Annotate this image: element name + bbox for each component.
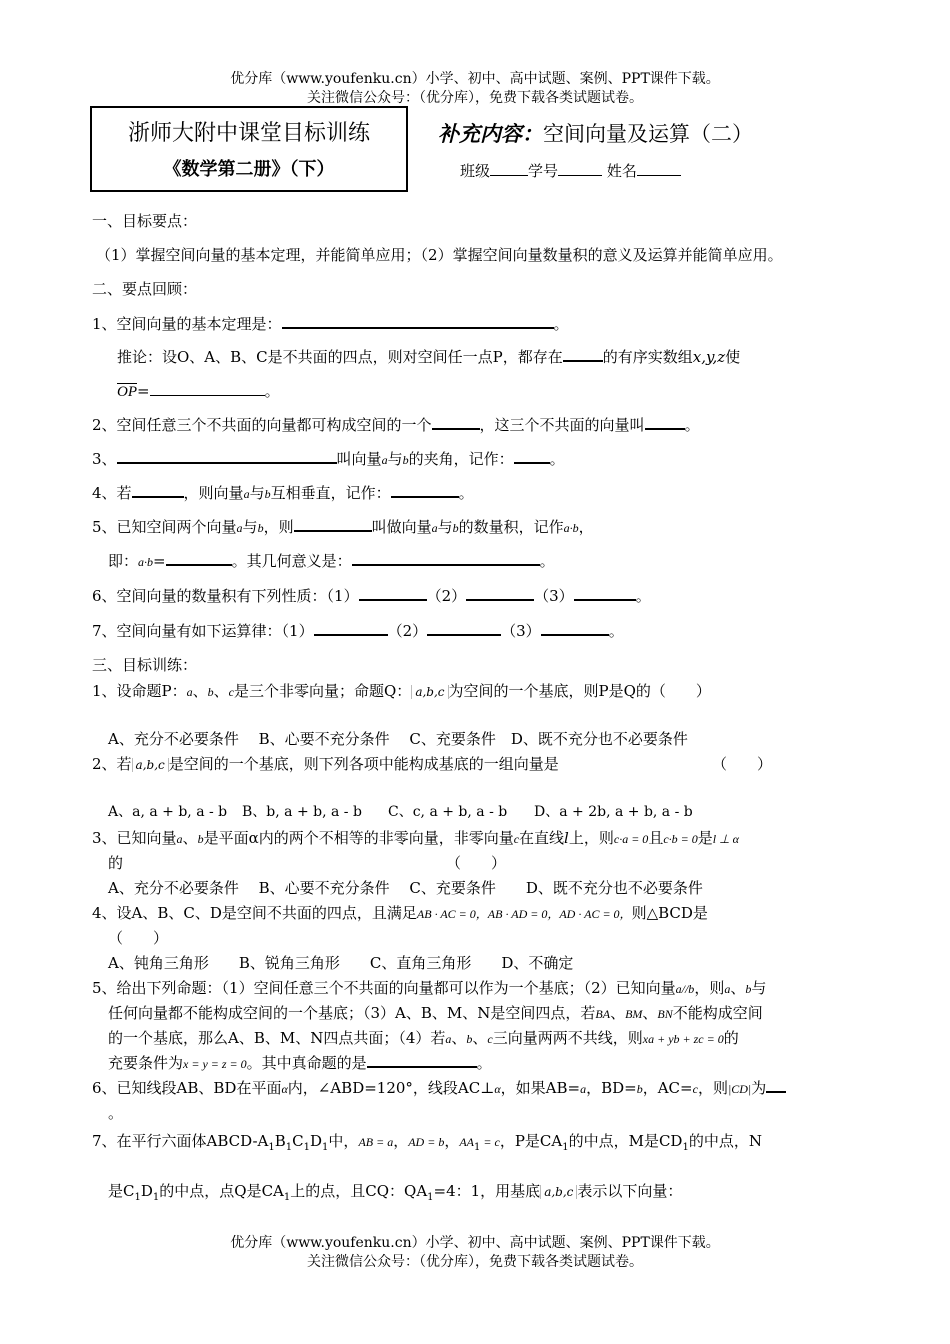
supplement-title — [438, 118, 753, 148]
t7-text-2: 是C — [108, 1182, 135, 1200]
review-q6-blank-1[interactable] — [359, 585, 427, 601]
t2-option-c: C、c, a + b, a - b — [388, 804, 508, 820]
review-q3-text: 叫向量 — [336, 450, 382, 468]
vector-a: a — [724, 982, 731, 996]
t4-paren: （ ） — [108, 929, 169, 947]
review-q1-text: 1、空间向量的基本定理是： — [92, 315, 282, 333]
vector-a: a — [186, 685, 193, 699]
class-label: 班级 — [460, 162, 491, 180]
t6-c: c — [692, 1082, 698, 1096]
t7-d2: D — [140, 1182, 153, 1200]
t6-blank[interactable] — [766, 1077, 786, 1093]
t5-and: 与 — [751, 979, 767, 997]
vector-c: c — [487, 1032, 493, 1046]
review-q3-blank-2[interactable] — [514, 448, 550, 464]
t3-ca: c·a = 0 — [613, 832, 649, 846]
t7-express: 表示以下向量： — [577, 1182, 683, 1200]
review-q5 — [92, 516, 594, 537]
sub-1: 1 — [303, 1142, 311, 1153]
t7-in: 中， — [328, 1132, 359, 1150]
t3-line: 在直线 — [519, 829, 565, 847]
corollary-end: 使 — [725, 348, 741, 366]
t7-d: D — [310, 1132, 323, 1150]
t7-basis: =4：1，用基底 — [433, 1182, 541, 1200]
t3-cb: c·b = 0 — [663, 832, 698, 846]
review-q5-text: 5、已知空间两个向量 — [92, 518, 237, 536]
t3-perp: l ⊥ α — [712, 832, 739, 846]
vector-b: b — [452, 521, 459, 535]
t3-is: 是 — [697, 829, 713, 847]
review-q3-num: 3、 — [92, 450, 117, 468]
section-1-heading: 一、目标要点： — [92, 212, 198, 230]
t7-p: ，P是CA — [499, 1132, 563, 1150]
review-q2 — [92, 414, 700, 435]
t6-ab: ，如果AB= — [500, 1079, 581, 1097]
review-q7-blank-2[interactable] — [427, 620, 501, 636]
t7-ab: AB = a — [358, 1135, 394, 1149]
t1-end: 为空间的一个基底，则P是Q的（ ） — [448, 682, 711, 700]
vector-a: a — [243, 487, 250, 501]
op-end: 。 — [264, 382, 280, 400]
review-q4-blank-1[interactable] — [132, 482, 184, 498]
t5-bm: BM — [625, 1007, 643, 1021]
t5-xyz: x = y = z = 0 — [183, 1057, 247, 1071]
t2-option-d: D、a + 2b, a + b, a - b — [534, 804, 693, 820]
review-q7-3: （3） — [501, 622, 541, 640]
review-q4-if: 4、若 — [92, 484, 132, 502]
t7-ad: AD = b — [408, 1135, 445, 1149]
training-q2 — [92, 753, 559, 774]
t3-text: 3、已知向量 — [92, 829, 177, 847]
corollary-mid: 的有序实数组 — [602, 348, 693, 366]
vector-a: a — [381, 453, 388, 467]
vector-b: b — [466, 1032, 473, 1046]
t7-sep: ， — [393, 1132, 409, 1150]
review-q2-text: 2、空间任意三个不共面的向量都可构成空间的一个 — [92, 416, 432, 434]
t3-sep: 、 — [182, 829, 198, 847]
section-1-content: （1）掌握空间向量的基本定理，并能简单应用；（2）掌握空间向量数量积的意义及运算并能简单应用。 — [96, 246, 783, 264]
class-field[interactable] — [490, 161, 528, 176]
review-q3-and: 与 — [387, 450, 403, 468]
basis-set: a,b,c — [411, 685, 448, 699]
t5-sep2: 、 — [610, 1004, 626, 1022]
sub-1: 1 — [427, 1192, 434, 1203]
t6-bd: ，BD= — [586, 1079, 637, 1097]
review-q7-blank-3[interactable] — [541, 620, 609, 636]
t5-lincomb: xa + yb + zc = 0 — [642, 1032, 724, 1046]
name-field[interactable] — [637, 161, 681, 176]
review-q7-text: 7、空间向量有如下运算律：（1） — [92, 622, 314, 640]
student-info — [460, 160, 681, 181]
vector-a: a — [176, 832, 183, 846]
op-eq: = — [137, 382, 150, 400]
review-q1-corollary — [117, 346, 740, 367]
t3-of: 的 — [108, 854, 124, 872]
t6-end: 。 — [108, 1104, 124, 1122]
training-q7-line2 — [108, 1180, 682, 1203]
review-q6-blank-3[interactable] — [574, 585, 636, 601]
review-q5-called: 叫做向量 — [371, 518, 432, 536]
t2-if: 2、若 — [92, 755, 132, 773]
review-q7 — [92, 620, 624, 641]
t5-sep3: 、 — [642, 1004, 658, 1022]
t7-m: 的中点，M是CD — [568, 1132, 683, 1150]
t7-aa: AA — [459, 1135, 474, 1149]
t7-sep2: ， — [444, 1132, 460, 1150]
t5-blank[interactable] — [367, 1052, 477, 1068]
t5-text-2: 任何向量都不能构成空间的一个基底；（3）A、B、M、N是空间四点，若 — [108, 1004, 596, 1022]
t7-ratio: 上的点，且CQ：QA — [290, 1182, 428, 1200]
sub-1: 1 — [474, 1142, 481, 1153]
op-blank[interactable] — [150, 381, 265, 396]
dot-product: a·b — [563, 521, 579, 535]
review-q5-comma: ， — [578, 518, 594, 536]
sub-1: 1 — [283, 1192, 291, 1203]
op-vector: $\overline{OP}$ — [117, 384, 137, 400]
t1-sep: 、 — [192, 682, 208, 700]
review-q4-text: ，则向量 — [183, 484, 244, 502]
t5-ba: BA — [595, 1007, 611, 1021]
sub-1: 1 — [285, 1142, 293, 1153]
name-label: 姓名 — [606, 162, 637, 180]
t3-paren: （ ） — [446, 854, 507, 872]
section-3-heading: 三、目标训练： — [92, 656, 198, 674]
sub-1: 1 — [322, 1142, 329, 1153]
t3-and: 且 — [648, 829, 664, 847]
training-q4 — [92, 902, 708, 923]
basis-set: a,b,c — [540, 1185, 577, 1199]
review-q4-perp: 互相垂直，记作： — [270, 484, 391, 502]
review-q1-op — [117, 380, 280, 401]
training-q5-line2 — [108, 1002, 763, 1023]
t7-c: C — [292, 1132, 304, 1150]
t1-sep2: 、 — [213, 682, 229, 700]
id-field[interactable] — [558, 161, 602, 176]
vector-a: a — [445, 1032, 452, 1046]
review-q5-eq: = — [153, 552, 166, 570]
t6-text: 6、已知线段AB、BD在平面 — [92, 1079, 282, 1097]
t5-true: 。其中真命题的是 — [246, 1054, 367, 1072]
review-q2-blank-1[interactable] — [432, 414, 480, 430]
t4-options: A、钝角三角形 B、锐角三角形 C、直角三角形 D、不确定 — [108, 954, 574, 972]
review-q3-end: 。 — [549, 450, 565, 468]
review-q7-2: （2） — [387, 622, 428, 640]
t7-c-eq: = c — [480, 1135, 500, 1149]
sub-1: 1 — [134, 1192, 141, 1203]
t5-cond: 充要条件为 — [108, 1054, 184, 1072]
t4-bcd: 则△BCD是 — [631, 904, 708, 922]
vector-b: b — [257, 521, 264, 535]
review-q4-and: 与 — [249, 484, 265, 502]
sub-1: 1 — [268, 1142, 275, 1153]
review-q5-line2 — [108, 550, 555, 571]
training-q7-line1 — [92, 1130, 762, 1153]
t6-angle: 内，∠ABD=120°，线段AC⊥ — [287, 1079, 495, 1097]
t5-noncol: 三向量两两不共线，则 — [492, 1029, 643, 1047]
t3-then: 上，则 — [568, 829, 614, 847]
t7-n: 的中点，N — [688, 1132, 762, 1150]
t4-ab-ad: AB · AD = 0， — [487, 907, 560, 921]
review-q5-and-2: 与 — [437, 518, 453, 536]
vector-a: a — [431, 521, 438, 535]
t4-text: 4、设A、B、C、D是空间不共面的四点，且满足 — [92, 904, 417, 922]
training-q5-line4 — [108, 1052, 492, 1073]
supplement-prefix: 补充内容： — [438, 121, 543, 146]
t2-text: 是空间的一个基底，则下列各项中能构成基底的一组向量是 — [168, 755, 559, 773]
t5-sep4: 、 — [451, 1029, 467, 1047]
footer-line-2: 关注微信公众号：（优分库），免费下载各类试题试卷。 — [307, 1254, 643, 1270]
review-q5-geom: 。其几何意义是： — [231, 552, 352, 570]
review-q1 — [92, 313, 569, 334]
dot-product: a·b — [138, 555, 154, 569]
sub-1: 1 — [152, 1192, 160, 1203]
review-q6 — [92, 585, 651, 606]
title-box-line-1: 浙师大附中课堂目标训练 — [127, 121, 370, 146]
basis-set: a,b,c — [132, 758, 169, 772]
review-q5-blank-1[interactable] — [294, 516, 372, 532]
t5-bn: BN — [657, 1007, 673, 1021]
t7-q: 的中点，点Q是CA — [159, 1182, 284, 1200]
header-line-2: 关注微信公众号：（优分库），免费下载各类试题试卷。 — [307, 90, 643, 106]
review-q7-end: 。 — [608, 622, 624, 640]
sub-1: 1 — [562, 1142, 569, 1153]
review-q6-end: 。 — [635, 587, 651, 605]
footer-line-1: 优分库（www.youfenku.cn）小学、初中、高中试题、案例、PPT课件下载。 — [230, 1235, 720, 1251]
training-q1 — [92, 680, 711, 701]
training-q3: 3、已知向量a、b是平面α内的两个不相等的非零向量，非零向量c在直线l上，则c·a = 0且c·b = 0是l ⊥ α — [92, 829, 739, 847]
review-q5-and: 与 — [242, 518, 258, 536]
t6-ac: ，AC= — [642, 1079, 693, 1097]
t5-end: 。 — [476, 1054, 492, 1072]
sub-1: 1 — [682, 1142, 689, 1153]
vector-b: b — [745, 982, 752, 996]
t6-then: ，则 — [697, 1079, 728, 1097]
t5-text: 5、给出下列命题：（1）空间任意三个不共面的向量都可以作为一个基底；（2）已知向量 — [92, 979, 676, 997]
t2-options — [108, 801, 693, 821]
t3-options: A、充分不必要条件 B、心要不充分条件 C、充要条件 D、既不充分也不必要条件 — [108, 879, 703, 897]
vector-b: b — [207, 685, 214, 699]
review-q4-end: 。 — [458, 484, 474, 502]
review-q2-end: 。 — [684, 416, 700, 434]
section-2-heading: 二、要点回顾： — [92, 280, 198, 298]
corollary-text: 推论：设O、A、B、C是不共面的四点，则对空间任一点P，都存在 — [117, 348, 563, 366]
t1-text: 1、设命题P： — [92, 682, 187, 700]
vector-b: b — [197, 832, 204, 846]
t1-q: 是三个非零向量；命题Q： — [234, 682, 412, 700]
review-q3-blank-1[interactable] — [117, 448, 337, 464]
vector-a: a — [236, 521, 243, 535]
review-q4-blank-2[interactable] — [391, 482, 459, 498]
training-q5-line1 — [92, 977, 766, 998]
review-q4 — [92, 482, 474, 503]
corollary-blank[interactable] — [563, 346, 603, 362]
review-q6-text: 6、空间向量的数量积有下列性质：（1） — [92, 587, 359, 605]
t6-b: b — [636, 1082, 643, 1096]
review-q6-blank-2[interactable] — [466, 585, 534, 601]
t6-alpha: α — [281, 1082, 288, 1096]
t2-option-a: A、a, a + b, a - b — [108, 804, 228, 820]
t6-a: a — [580, 1082, 587, 1096]
vector-c: c — [228, 685, 234, 699]
review-q1-blank[interactable] — [282, 313, 554, 329]
review-q3 — [92, 448, 565, 469]
review-q5-dot: 的数量积，记作 — [458, 518, 564, 536]
t6-is: 为 — [751, 1079, 767, 1097]
review-q5-blank-3[interactable] — [352, 550, 540, 566]
header-line-1: 优分库（www.youfenku.cn）小学、初中、高中试题、案例、PPT课件下载。 — [230, 71, 720, 87]
title-box — [90, 106, 408, 192]
t5-text-3: 的一个基底，那么A、B、M、N四点共面；（4）若 — [108, 1029, 446, 1047]
review-q3-angle: 的夹角，记作： — [408, 450, 514, 468]
t1-options: A、充分不必要条件 B、心要不充分条件 C、充要条件 D、既不充分也不必要条件 — [108, 730, 688, 748]
review-q2-blank-2[interactable] — [645, 414, 685, 430]
review-q6-2: （2） — [426, 587, 467, 605]
review-q5-ie: 即： — [108, 552, 139, 570]
t3-plane: 是平面α内的两个不相等的非零向量，非零向量 — [203, 829, 514, 847]
vector-b: b — [402, 453, 409, 467]
t5-sep: 、 — [730, 979, 746, 997]
t5-of: 的 — [723, 1029, 739, 1047]
training-q6 — [92, 1077, 786, 1098]
review-q5-then: ，则 — [263, 518, 294, 536]
vector-c: c — [513, 832, 520, 846]
t6-cd: |CD| — [727, 1082, 752, 1096]
supplement-title-text: 空间向量及运算（二） — [543, 122, 753, 146]
review-q6-3: （3） — [534, 587, 574, 605]
title-box-line-2: 《数学第二册》（下） — [163, 159, 335, 180]
t2-option-b: B、b, a + b, a - b — [242, 804, 362, 820]
training-q5-line3 — [108, 1027, 739, 1048]
t2-paren: （ ） — [712, 755, 773, 773]
review-q1-end: 。 — [553, 315, 569, 333]
t6-alpha-2: α — [494, 1082, 501, 1096]
t7-text: 7、在平行六面体ABCD-A — [92, 1132, 269, 1150]
vector-b: b — [264, 487, 271, 501]
t4-ad-ac: AD · AC = 0， — [559, 907, 632, 921]
t5-sep5: 、 — [472, 1029, 488, 1047]
review-q5-blank-2[interactable] — [166, 550, 232, 566]
t4-ab-ac: AB · AC = 0， — [416, 907, 488, 921]
t5-cannot: 不能构成空间 — [672, 1004, 763, 1022]
t5-parallel: a//b — [675, 982, 695, 996]
t7-b: B — [274, 1132, 286, 1150]
t5-then: ，则 — [694, 979, 725, 997]
review-q5-end: 。 — [539, 552, 555, 570]
id-label: 学号 — [528, 162, 559, 180]
review-q7-blank-1[interactable] — [314, 620, 388, 636]
corollary-xyz: x,y,z — [692, 348, 726, 366]
review-q2-mid: ，这三个不共面的向量叫 — [479, 416, 645, 434]
